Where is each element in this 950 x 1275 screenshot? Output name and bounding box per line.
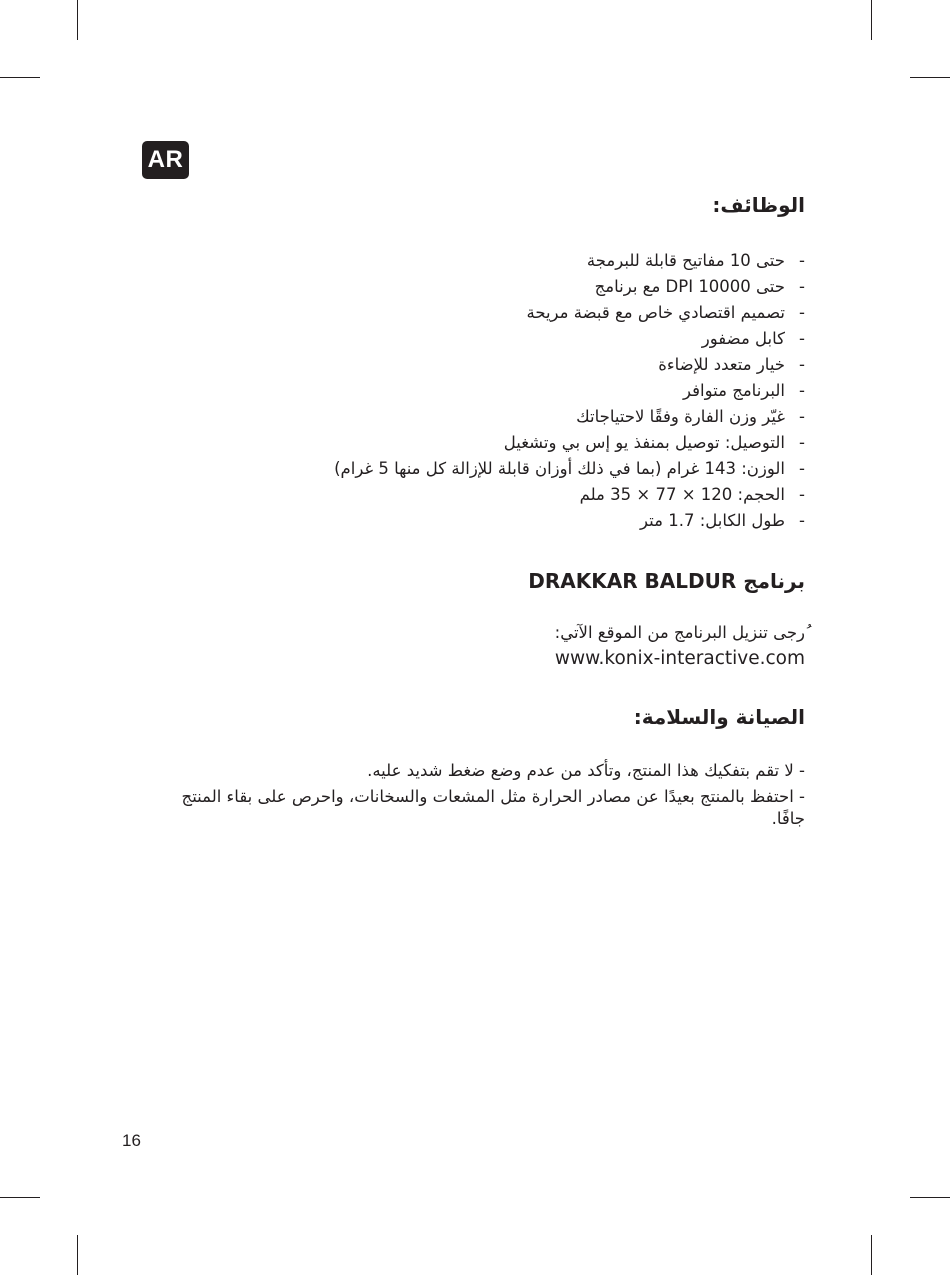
page-number: 16 (122, 1131, 141, 1150)
list-item: - احتفظ بالمنتج بعيدًا عن مصادر الحرارة مثل المشعات والسخانات، واحرص على بقاء المنتج جافًا. (181, 787, 805, 828)
list-item: -خيار متعدد للإضاءة (658, 355, 805, 374)
page-content (145, 188, 805, 830)
crop-mark (871, 1235, 872, 1275)
list-item: -الوزن: 143 غرام (بما في ذلك أوزان قابلة للإزالة كل منها 5 غرام) (334, 459, 805, 478)
features-list (145, 248, 805, 534)
crop-mark (910, 1197, 950, 1198)
safety-title: الصيانة والسلامة: (633, 705, 805, 729)
website-link[interactable]: www.konix-interactive.com (554, 648, 805, 669)
software-download-text (145, 620, 805, 672)
crop-mark (871, 0, 872, 40)
list-item: -التوصيل: توصيل بمنفذ يو إس بي وتشغيل (503, 433, 805, 452)
list-item: -كابل مضفور (701, 329, 805, 348)
crop-mark (0, 77, 40, 78)
list-item: -الحجم: 120 × 77 × 35 ملم (579, 485, 805, 504)
crop-mark (77, 0, 78, 40)
list-item: -حتى DPI 10000 مع برنامج (594, 277, 805, 296)
functions-title: الوظائف: (712, 193, 805, 217)
list-item: -حتى 10 مفاتيح قابلة للبرمجة (586, 251, 805, 270)
crop-mark (77, 1235, 78, 1275)
safety-list (145, 760, 805, 830)
software-title: برنامج DRAKKAR BALDUR (528, 569, 805, 593)
list-item: -طول الكابل: 1.7 متر (640, 511, 805, 530)
language-badge: AR (142, 141, 189, 179)
crop-mark (0, 1197, 40, 1198)
list-item: -غيّر وزن الفارة وفقًا لاحتياجاتك (576, 407, 805, 426)
download-instruction: ُرجى تنزيل البرنامج من الموقع الآتي: (554, 623, 805, 642)
list-item: -تصميم اقتصادي خاص مع قبضة مريحة (526, 303, 805, 322)
crop-mark (910, 77, 950, 78)
list-item: - لا تقم بتفكيك هذا المنتج، وتأكد من عدم وضع ضغط شديد عليه. (367, 761, 805, 780)
list-item: -البرنامج متوافر (683, 381, 805, 400)
